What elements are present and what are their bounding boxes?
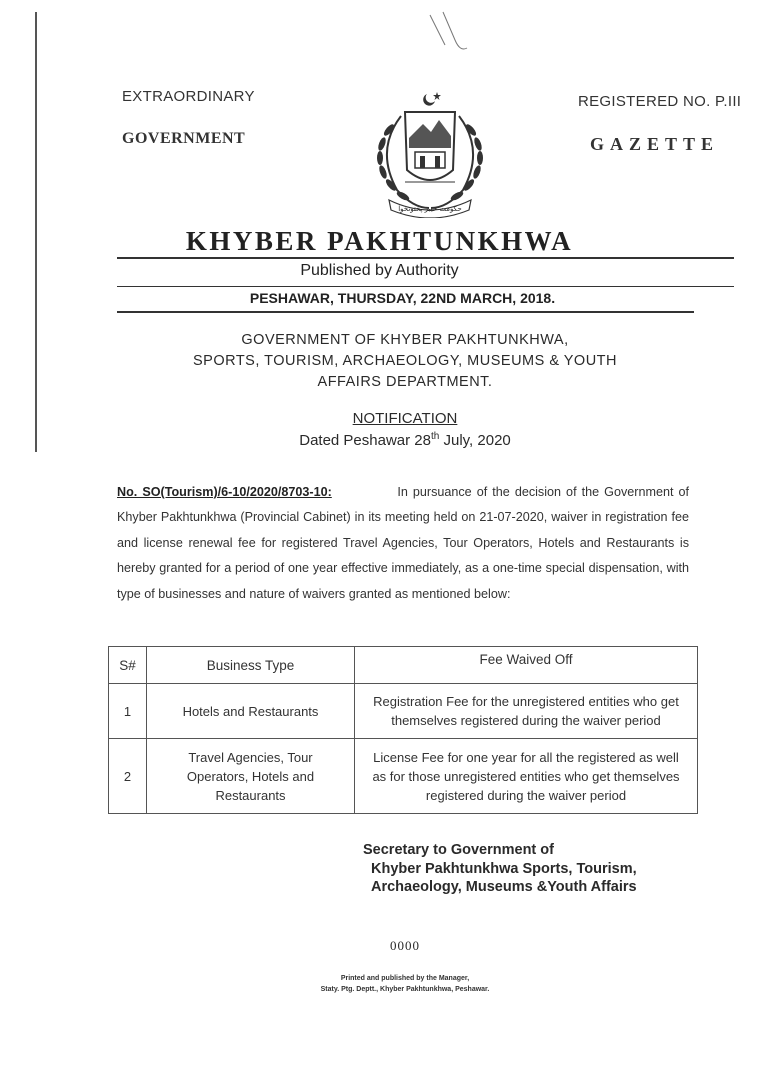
pen-scribble-mark: [425, 10, 475, 55]
signature-line-2: Khyber Pakhtunkhwa Sports, Tourism,: [371, 860, 637, 877]
printer-line-2: Staty. Ptg. Deptt., Khyber Pakhtunkhwa, Peshawar.: [320, 986, 490, 993]
header-sno: S#: [109, 647, 147, 684]
signature-block: [363, 841, 637, 897]
page-code: 0000: [390, 938, 420, 953]
table-header-row: [109, 647, 698, 684]
header-business-type: Business Type: [147, 647, 355, 684]
registered-no-label: REGISTERED NO. P.III: [578, 93, 742, 110]
notification-date: Dated Peshawar 28th July, 2020: [299, 431, 511, 449]
department-line-2: SPORTS, TOURISM, ARCHAEOLOGY, MUSEUMS & YOUTH: [192, 353, 618, 369]
notification-body: [117, 480, 689, 607]
row-1-fee-waived: Registration Fee for the unregistered entities who get themselves registered during the waiver period: [355, 684, 698, 739]
signature-line-1: Secretary to Government of: [363, 842, 554, 858]
row-2-business-type: Travel Agencies, Tour Operators, Hotels and Restaurants: [147, 739, 355, 814]
government-label: GOVERNMENT: [122, 130, 246, 147]
table-row: [109, 684, 698, 739]
row-2-fee-waived: License Fee for one year for all the registered as well as for those unregistered entities who get themselves registered during the waiver period: [355, 739, 698, 814]
department-line-1: GOVERNMENT OF KHYBER PAKHTUNKHWA,: [241, 332, 569, 348]
gazette-title: KHYBER PAKHTUNKHWA: [185, 226, 574, 256]
crest-ribbon-text: حکومت خیبر پختونخوا: [398, 205, 462, 213]
row-2-sno: 2: [109, 739, 147, 814]
notification-text: In pursuance of the decision of the Government of Khyber Pakhtunkhwa (Provincial Cabinet) in its meeting held on 21-07-2020, waiver in registration fee and license renewal fee for registered Travel Agencies, Tour Operators, Hotels and Restaurants is hereby granted for a period of one year effective immediately, as a one-time special dispensation, with type of businesses and nature of waivers granted as mentioned below:: [117, 485, 689, 601]
reference-number: No. SO(Tourism)/6-10/2020/8703-10:: [117, 485, 332, 499]
printer-line-1: Printed and published by the Manager,: [340, 975, 470, 982]
waiver-table: [108, 646, 698, 814]
signature-line-3: Archaeology, Museums &Youth Affairs: [371, 879, 637, 895]
title-rule: [117, 257, 734, 259]
header-fee-waived: Fee Waived Off: [355, 647, 698, 684]
extraordinary-label: EXTRAORDINARY: [122, 88, 255, 105]
khyber-pakhtunkhwa-crest-emblem: [365, 90, 495, 218]
gazette-label: GAZETTE: [590, 134, 720, 154]
printer-imprint: [0, 973, 759, 995]
authority-rule: [117, 286, 734, 287]
published-by-authority: Published by Authority: [300, 262, 459, 279]
dateline-rule: [117, 311, 694, 313]
notification-heading: NOTIFICATION: [352, 410, 458, 427]
department-line-3: AFFAIRS DEPARTMENT.: [317, 374, 493, 390]
row-1-sno: 1: [109, 684, 147, 739]
row-1-business-type: Hotels and Restaurants: [147, 684, 355, 739]
gazette-dateline: PESHAWAR, THURSDAY, 22ND MARCH, 2018.: [249, 290, 556, 306]
table-row: [109, 739, 698, 814]
